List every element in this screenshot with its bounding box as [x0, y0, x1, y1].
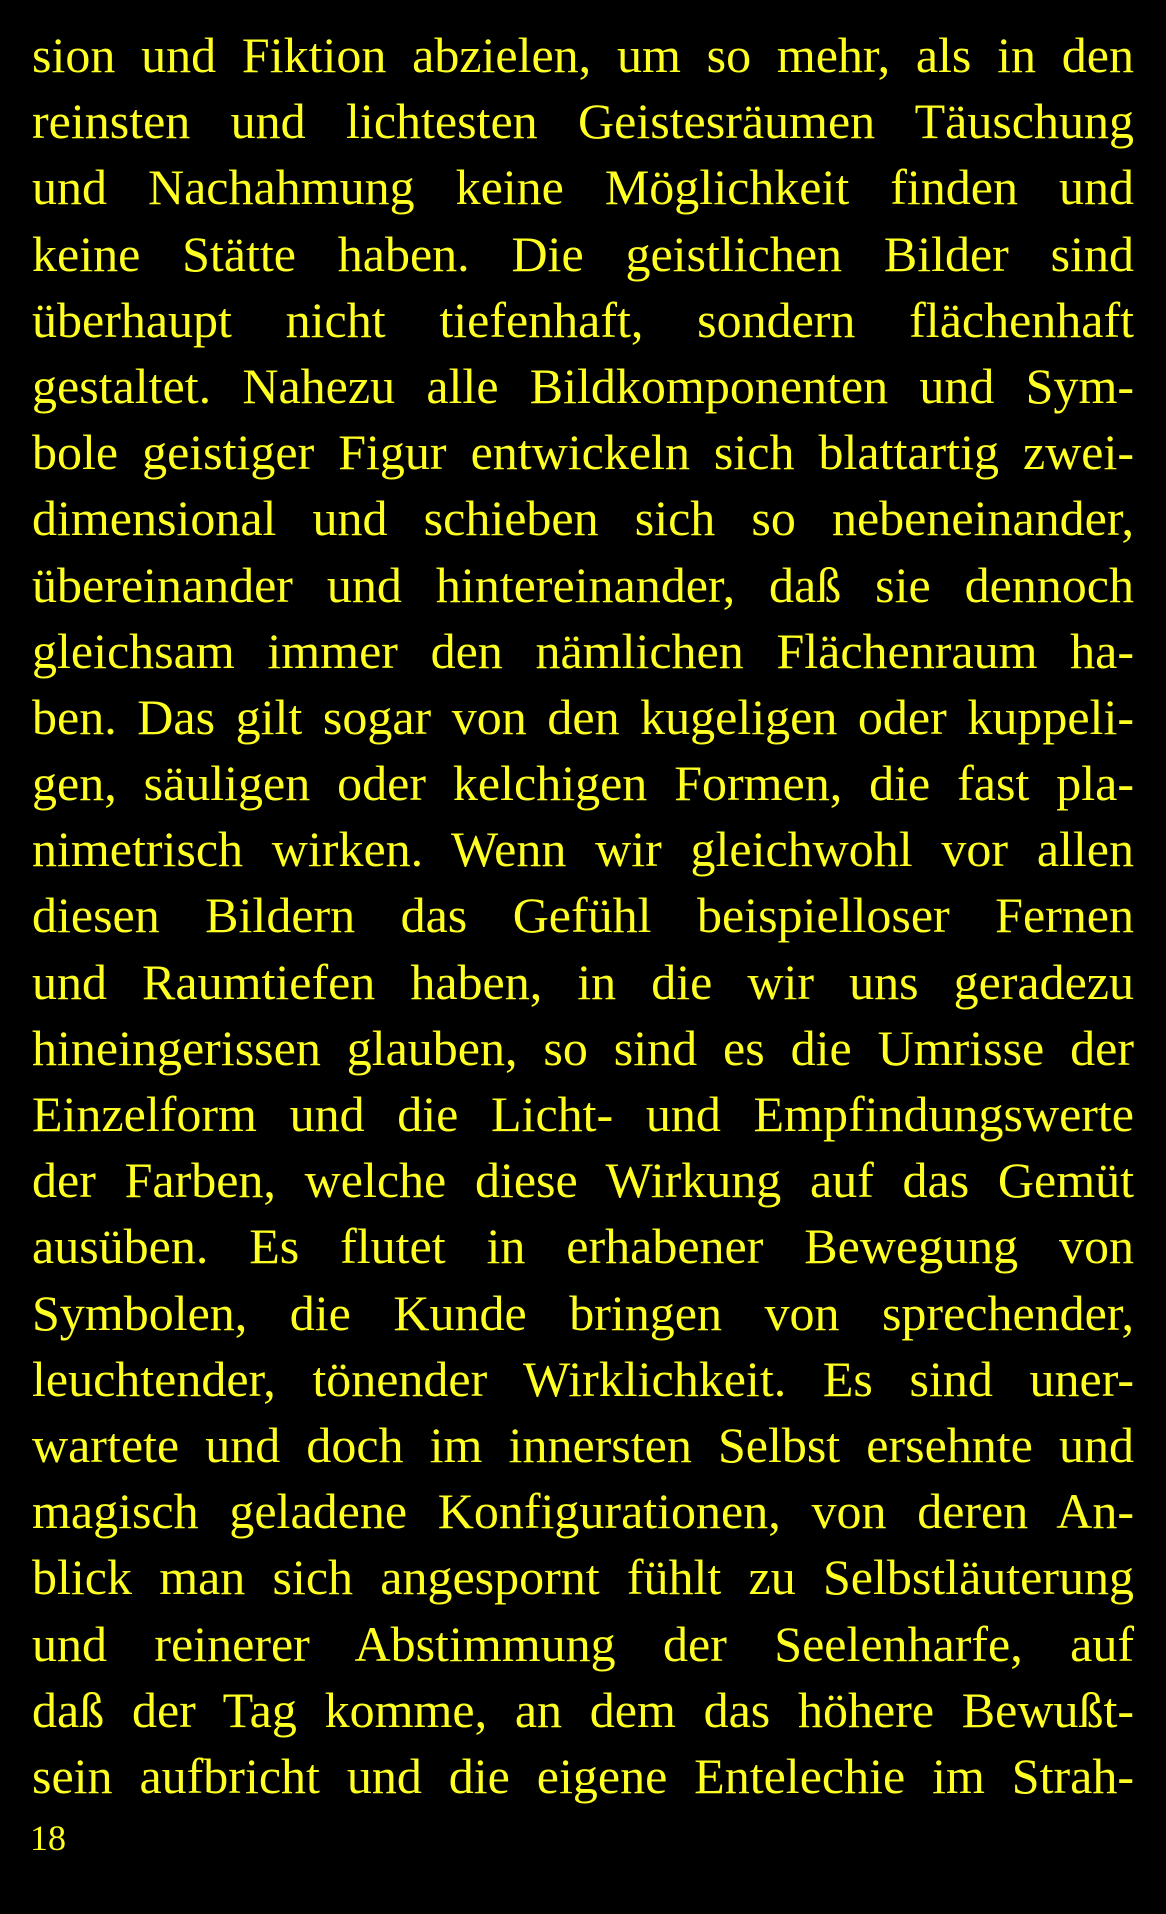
text-line: der Farben, welche diese Wirkung auf das Gemüt: [32, 1152, 1134, 1209]
text-line: bole geistiger Figur entwickeln sich blattartig zwei-: [32, 424, 1134, 481]
text-line: wartete und doch im innersten Selbst ersehnte und: [32, 1416, 1134, 1473]
text-line: diesen Bildern das Gefühl beispielloser Fernen: [32, 887, 1134, 944]
text-line: ausüben. Es flutet in erhabener Bewegung von: [32, 1218, 1134, 1275]
text-line: leuchtender, tönender Wirklichkeit. Es sind uner-: [32, 1350, 1134, 1407]
body-text: [32, 22, 1134, 1809]
text-line: und Raumtiefen haben, in die wir uns geradezu: [32, 953, 1134, 1010]
text-line: überhaupt nicht tiefenhaft, sondern flächenhaft: [32, 291, 1134, 348]
text-line: keine Stätte haben. Die geistlichen Bilder sind: [32, 225, 1134, 282]
text-line: reinsten und lichtesten Geistesräumen Täuschung: [32, 93, 1134, 150]
text-line: blick man sich angespornt fühlt zu Selbstläuterung: [32, 1549, 1134, 1606]
text-line: magisch geladene Konfigurationen, von deren An-: [32, 1483, 1134, 1540]
text-line: sion und Fiktion abzielen, um so mehr, als in den: [32, 27, 1134, 83]
text-line: gestaltet. Nahezu alle Bildkomponenten und Sym-: [32, 357, 1134, 414]
text-line: daß der Tag komme, an dem das höhere Bewußt-: [32, 1681, 1134, 1738]
text-line: und Nachahmung keine Möglichkeit finden und: [32, 159, 1134, 216]
text-line: und reinerer Abstimmung der Seelenharfe, auf: [32, 1615, 1134, 1672]
text-line: gen, säuligen oder kelchigen Formen, die fast pla-: [32, 755, 1134, 812]
text-line: nimetrisch wirken. Wenn wir gleichwohl vor allen: [32, 821, 1134, 878]
text-line: Symbolen, die Kunde bringen von sprechender,: [32, 1284, 1134, 1341]
text-line: sein aufbricht und die eigene Entelechie im Strah-: [32, 1747, 1134, 1804]
text-line: dimensional und schieben sich so nebeneinander,: [32, 490, 1134, 547]
text-line: ben. Das gilt sogar von den kugeligen oder kuppeli-: [32, 688, 1134, 745]
text-line: Einzelform und die Licht- und Empfindungswerte: [32, 1086, 1134, 1142]
page-number: 18: [30, 1818, 66, 1858]
text-line: gleichsam immer den nämlichen Flächenraum ha-: [32, 622, 1134, 679]
text-line: übereinander und hintereinander, daß sie dennoch: [32, 556, 1134, 613]
text-line: hineingerissen glauben, so sind es die Umrisse der: [32, 1019, 1134, 1076]
